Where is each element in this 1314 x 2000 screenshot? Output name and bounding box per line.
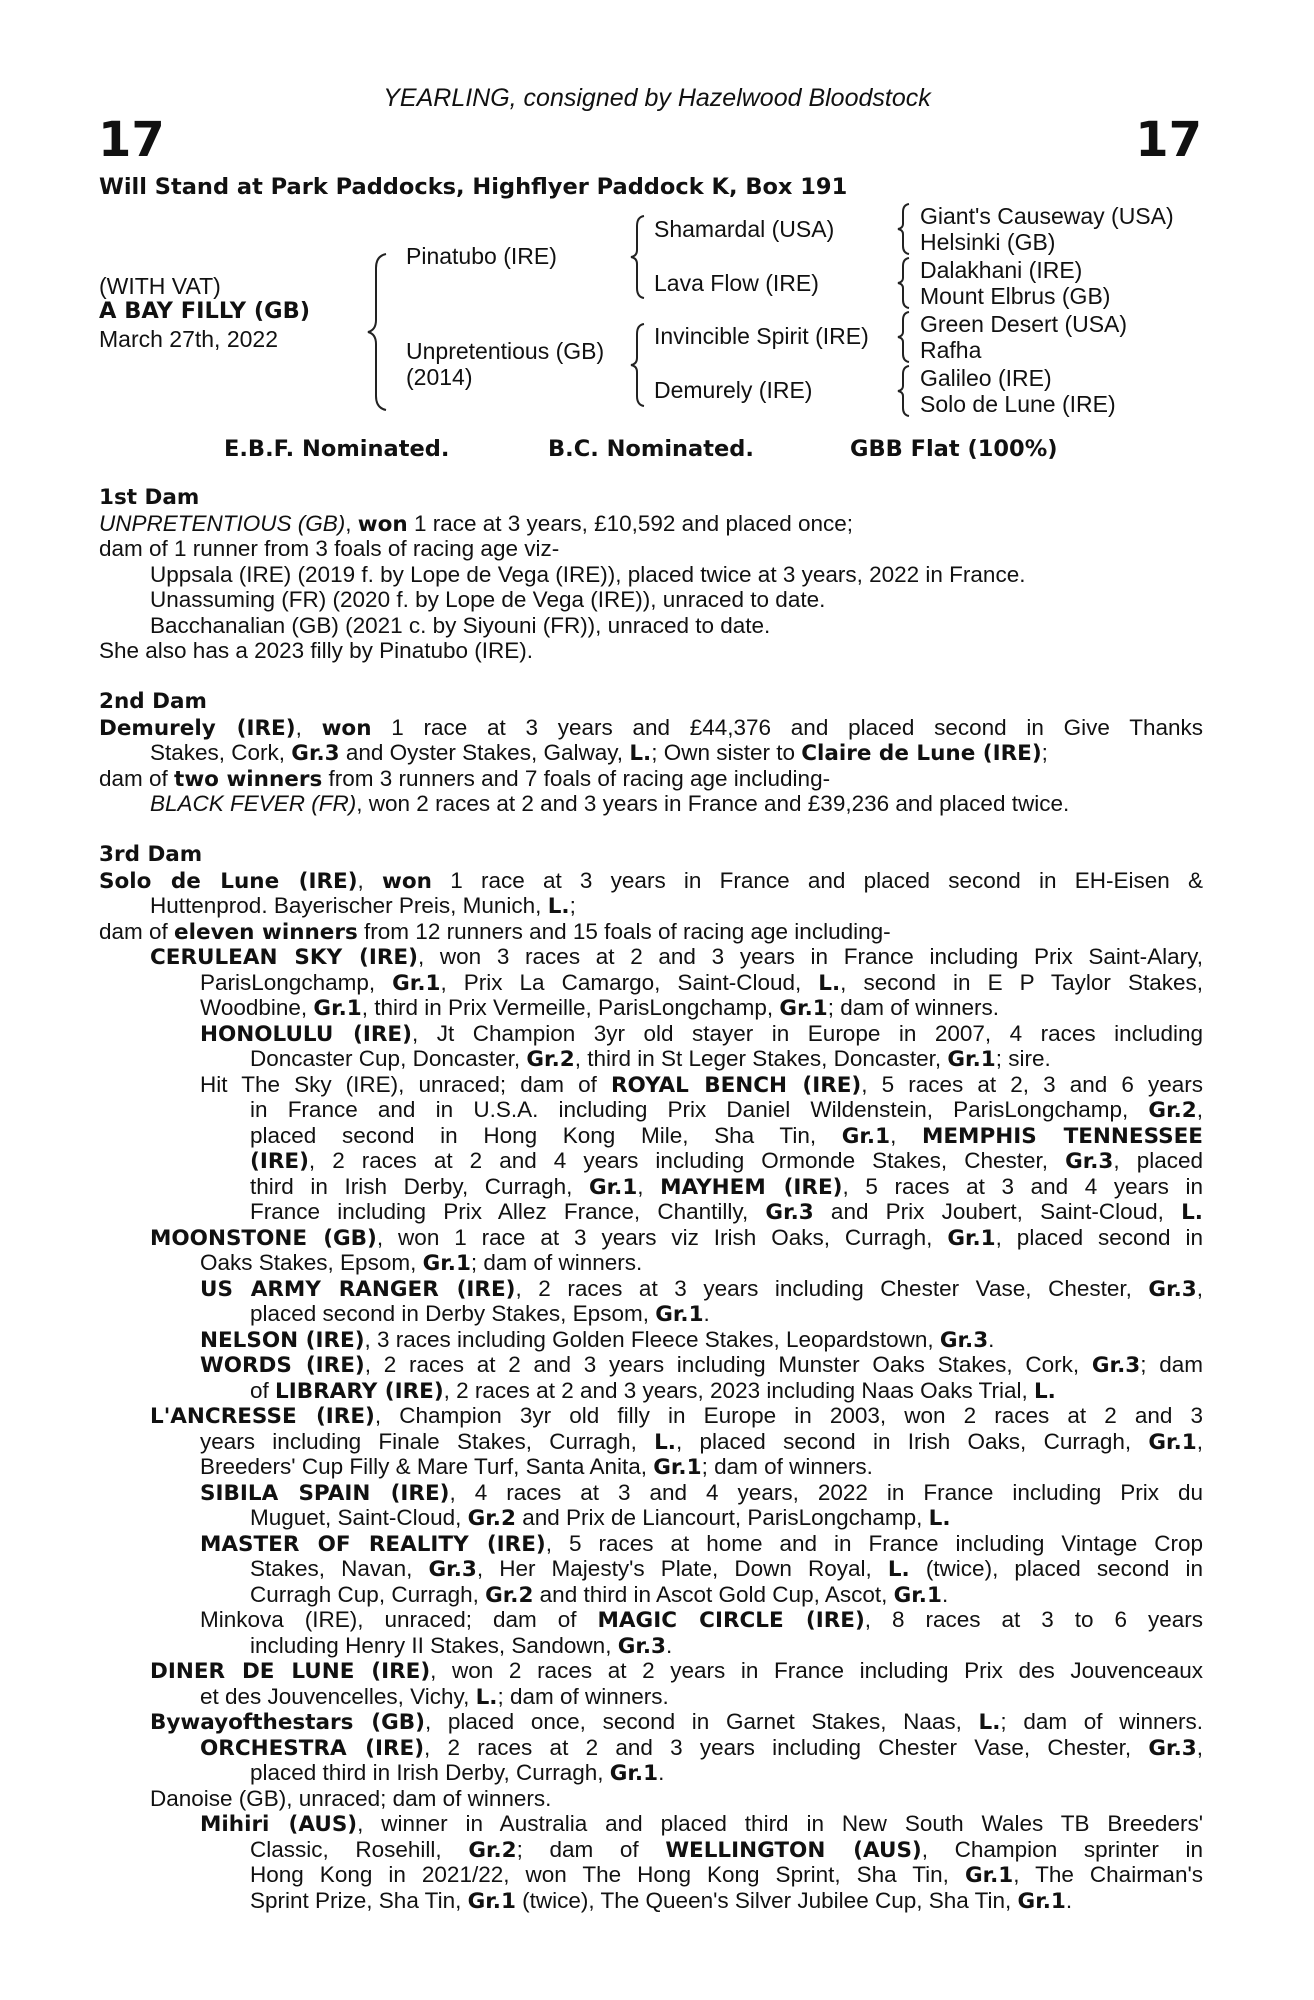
dam3-progeny: (IRE), 2 races at 2 and 4 years including Ormonde Stakes, Chester, Gr.3, placed [250,1148,1203,1174]
dam3-progeny: MOONSTONE (GB), won 1 race at 3 years viz Irish Oaks, Curragh, Gr.1, placed second in [150,1225,1203,1251]
dam3-progeny: Breeders' Cup Filly & Mare Turf, Santa Anita, Gr.1; dam of winners. [200,1454,873,1480]
pedigree-brace-dam [628,322,650,408]
pedigree-sdd: Mount Elbrus (GB) [920,283,1111,309]
dam2-line: dam of two winners from 3 runners and 7 foals of racing age including- [99,766,831,792]
stand-location: Will Stand at Park Paddocks, Highflyer Paddock K, Box 191 [99,174,848,200]
pedigree-brace-3c [894,310,914,364]
dam1-progeny: Unassuming (FR) (2020 f. by Lope de Vega (IRE)), unraced to date. [150,587,826,612]
foaling-date: March 27th, 2022 [99,326,279,352]
dam2-line: Demurely (IRE), won 1 race at 3 years and £44,376 and placed second in Give Thanks [99,715,1203,741]
dam1-heading: 1st Dam [99,485,200,510]
pedigree-brace-3d [894,364,914,418]
pedigree-sire-dam: Lava Flow (IRE) [654,270,819,296]
dam3-progeny: CERULEAN SKY (IRE), won 3 races at 2 and 3 years in France including Prix Saint-Alary, [150,944,1203,970]
gbb-status: GBB Flat (100%) [850,436,1058,462]
dam3-progeny: Danoise (GB), unraced; dam of winners. [150,1786,552,1811]
dam3-progeny: Classic, Rosehill, Gr.2; dam of WELLINGTON (AUS), Champion sprinter in [250,1837,1204,1863]
dam3-progeny: third in Irish Derby, Curragh, Gr.1, MAYHEM (IRE), 5 races at 3 and 4 years in [250,1174,1203,1200]
dam1-progeny: Bacchanalian (GB) (2021 c. by Siyouni (FR)), unraced to date. [150,613,771,638]
dam3-progeny: Mihiri (AUS), winner in Australia and placed third in New South Wales TB Breeders' [200,1811,1203,1837]
dam2-progeny: BLACK FEVER (FR), won 2 races at 2 and 3 years in France and £39,236 and placed twice. [150,791,1070,816]
pedigree-ssd: Helsinki (GB) [920,229,1056,255]
lot-number-right: 17 [1135,112,1202,168]
dam3-progeny: HONOLULU (IRE), Jt Champion 3yr old stayer in Europe in 2007, 4 races including [200,1021,1203,1047]
dam3-progeny: ORCHESTRA (IRE), 2 races at 2 and 3 years including Chester Vase, Chester, Gr.3, [200,1735,1203,1761]
pedigree-dam-year: (2014) [406,364,473,390]
dam3-progeny: Curragh Cup, Curragh, Gr.2 and third in Ascot Gold Cup, Ascot, Gr.1. [250,1582,949,1608]
dam3-heading: 3rd Dam [99,842,203,867]
dam3-line: Huttenprod. Bayerischer Preis, Munich, L.; [150,893,576,919]
dam3-progeny: NELSON (IRE), 3 races including Golden Fleece Stakes, Leopardstown, Gr.3. [200,1327,995,1353]
dam3-progeny: ParisLongchamp, Gr.1, Prix La Camargo, Saint-Cloud, L., second in E P Taylor Stakes, [200,970,1203,996]
dam3-progeny: Sprint Prize, Sha Tin, Gr.1 (twice), The Queen's Silver Jubilee Cup, Sha Tin, Gr.1. [250,1888,1073,1914]
dam1-line: UNPRETENTIOUS (GB), won 1 race at 3 years, £10,592 and placed once; [99,511,854,537]
pedigree-brace-3b [894,256,914,310]
dam3-progeny: Muguet, Saint-Cloud, Gr.2 and Prix de Liancourt, ParisLongchamp, L. [250,1505,951,1531]
pedigree-sds: Dalakhani (IRE) [920,257,1083,283]
lot-name: A BAY FILLY (GB) [99,298,311,324]
dam3-progeny: placed second in Hong Kong Mile, Sha Tin, Gr.1, MEMPHIS TENNESSEE [250,1123,1203,1149]
dam3-progeny: Minkova (IRE), unraced; dam of MAGIC CIRCLE (IRE), 8 races at 3 to 6 years [200,1607,1203,1633]
dam3-progeny: Oaks Stakes, Epsom, Gr.1; dam of winners. [200,1250,643,1276]
bc-nomination: B.C. Nominated. [548,436,754,462]
dam2-heading: 2nd Dam [99,689,207,714]
dam3-progeny: placed second in Derby Stakes, Epsom, Gr.1. [250,1301,710,1327]
pedigree-brace-sire [628,214,650,300]
dam3-progeny: Stakes, Navan, Gr.3, Her Majesty's Plate, Down Royal, L. (twice), placed second in [250,1556,1203,1582]
dam3-progeny: Hong Kong in 2021/22, won The Hong Kong Sprint, Sha Tin, Gr.1, The Chairman's [250,1862,1204,1888]
pedigree-dam: Unpretentious (GB) [406,338,605,364]
dam3-line: dam of eleven winners from 12 runners and 15 foals of racing age including- [99,919,891,945]
dam3-progeny: L'ANCRESSE (IRE), Champion 3yr old filly in Europe in 2003, won 2 races at 2 and 3 [150,1403,1203,1429]
pedigree-dam-dam: Demurely (IRE) [654,377,813,403]
dam3-progeny: including Henry II Stakes, Sandown, Gr.3. [250,1633,673,1659]
dam3-progeny: Hit The Sky (IRE), unraced; dam of ROYAL BENCH (IRE), 5 races at 2, 3 and 6 years [200,1072,1203,1098]
pedigree-dam-sire: Invincible Spirit (IRE) [654,323,869,349]
pedigree-dsd: Rafha [920,337,982,363]
consignment-header: YEARLING, consigned by Hazelwood Bloodstock [383,84,931,112]
pedigree-sss: Giant's Causeway (USA) [920,203,1174,229]
dam3-progeny: in France and in U.S.A. including Prix Daniel Wildenstein, ParisLongchamp, Gr.2, [250,1097,1203,1123]
vat-note: (WITH VAT) [99,273,221,299]
dam3-progeny: placed third in Irish Derby, Curragh, Gr.1. [250,1760,665,1786]
pedigree-sire: Pinatubo (IRE) [406,243,557,269]
dam3-progeny: Doncaster Cup, Doncaster, Gr.2, third in St Leger Stakes, Doncaster, Gr.1; sire. [250,1046,1051,1072]
dam2-line: Stakes, Cork, Gr.3 and Oyster Stakes, Galway, L.; Own sister to Claire de Lune (IRE); [150,740,1048,766]
dam3-progeny: et des Jouvencelles, Vichy, L.; dam of winners. [200,1684,669,1710]
pedigree-brace-3a [894,202,914,256]
dam3-progeny: DINER DE LUNE (IRE), won 2 races at 2 years in France including Prix des Jouvenceaux [150,1658,1203,1684]
pedigree-sire-sire: Shamardal (USA) [654,216,835,242]
dam3-progeny: US ARMY RANGER (IRE), 2 races at 3 years including Chester Vase, Chester, Gr.3, [200,1276,1203,1302]
dam1-line: dam of 1 runner from 3 foals of racing age viz- [99,536,560,561]
dam1-line: She also has a 2023 filly by Pinatubo (IRE). [99,638,533,663]
dam3-progeny: France including Prix Allez France, Chantilly, Gr.3 and Prix Joubert, Saint-Cloud, L. [250,1199,1203,1225]
pedigree-brace-main [364,252,394,412]
pedigree-dds: Galileo (IRE) [920,365,1052,391]
pedigree-dss: Green Desert (USA) [920,311,1128,337]
dam1-progeny: Uppsala (IRE) (2019 f. by Lope de Vega (IRE)), placed twice at 3 years, 2022 in France. [150,562,1026,587]
dam3-progeny: WORDS (IRE), 2 races at 2 and 3 years including Munster Oaks Stakes, Cork, Gr.3; dam [200,1352,1203,1378]
pedigree-ddd: Solo de Lune (IRE) [920,391,1116,417]
dam3-progeny: SIBILA SPAIN (IRE), 4 races at 3 and 4 years, 2022 in France including Prix du [200,1480,1203,1506]
lot-number-left: 17 [98,112,165,168]
dam3-progeny: Woodbine, Gr.1, third in Prix Vermeille, ParisLongchamp, Gr.1; dam of winners. [200,995,1000,1021]
dam3-progeny: years including Finale Stakes, Curragh, L., placed second in Irish Oaks, Curragh, Gr.1, [200,1429,1203,1455]
dam3-progeny: Bywayofthestars (GB), placed once, second in Garnet Stakes, Naas, L.; dam of winners. [150,1709,1203,1735]
dam3-line: Solo de Lune (IRE), won 1 race at 3 years in France and placed second in EH-Eisen & [99,868,1203,894]
dam3-progeny: MASTER OF REALITY (IRE), 5 races at home and in France including Vintage Crop [200,1531,1203,1557]
ebf-nomination: E.B.F. Nominated. [224,436,450,462]
dam3-progeny: of LIBRARY (IRE), 2 races at 2 and 3 years, 2023 including Naas Oaks Trial, L. [250,1378,1056,1404]
